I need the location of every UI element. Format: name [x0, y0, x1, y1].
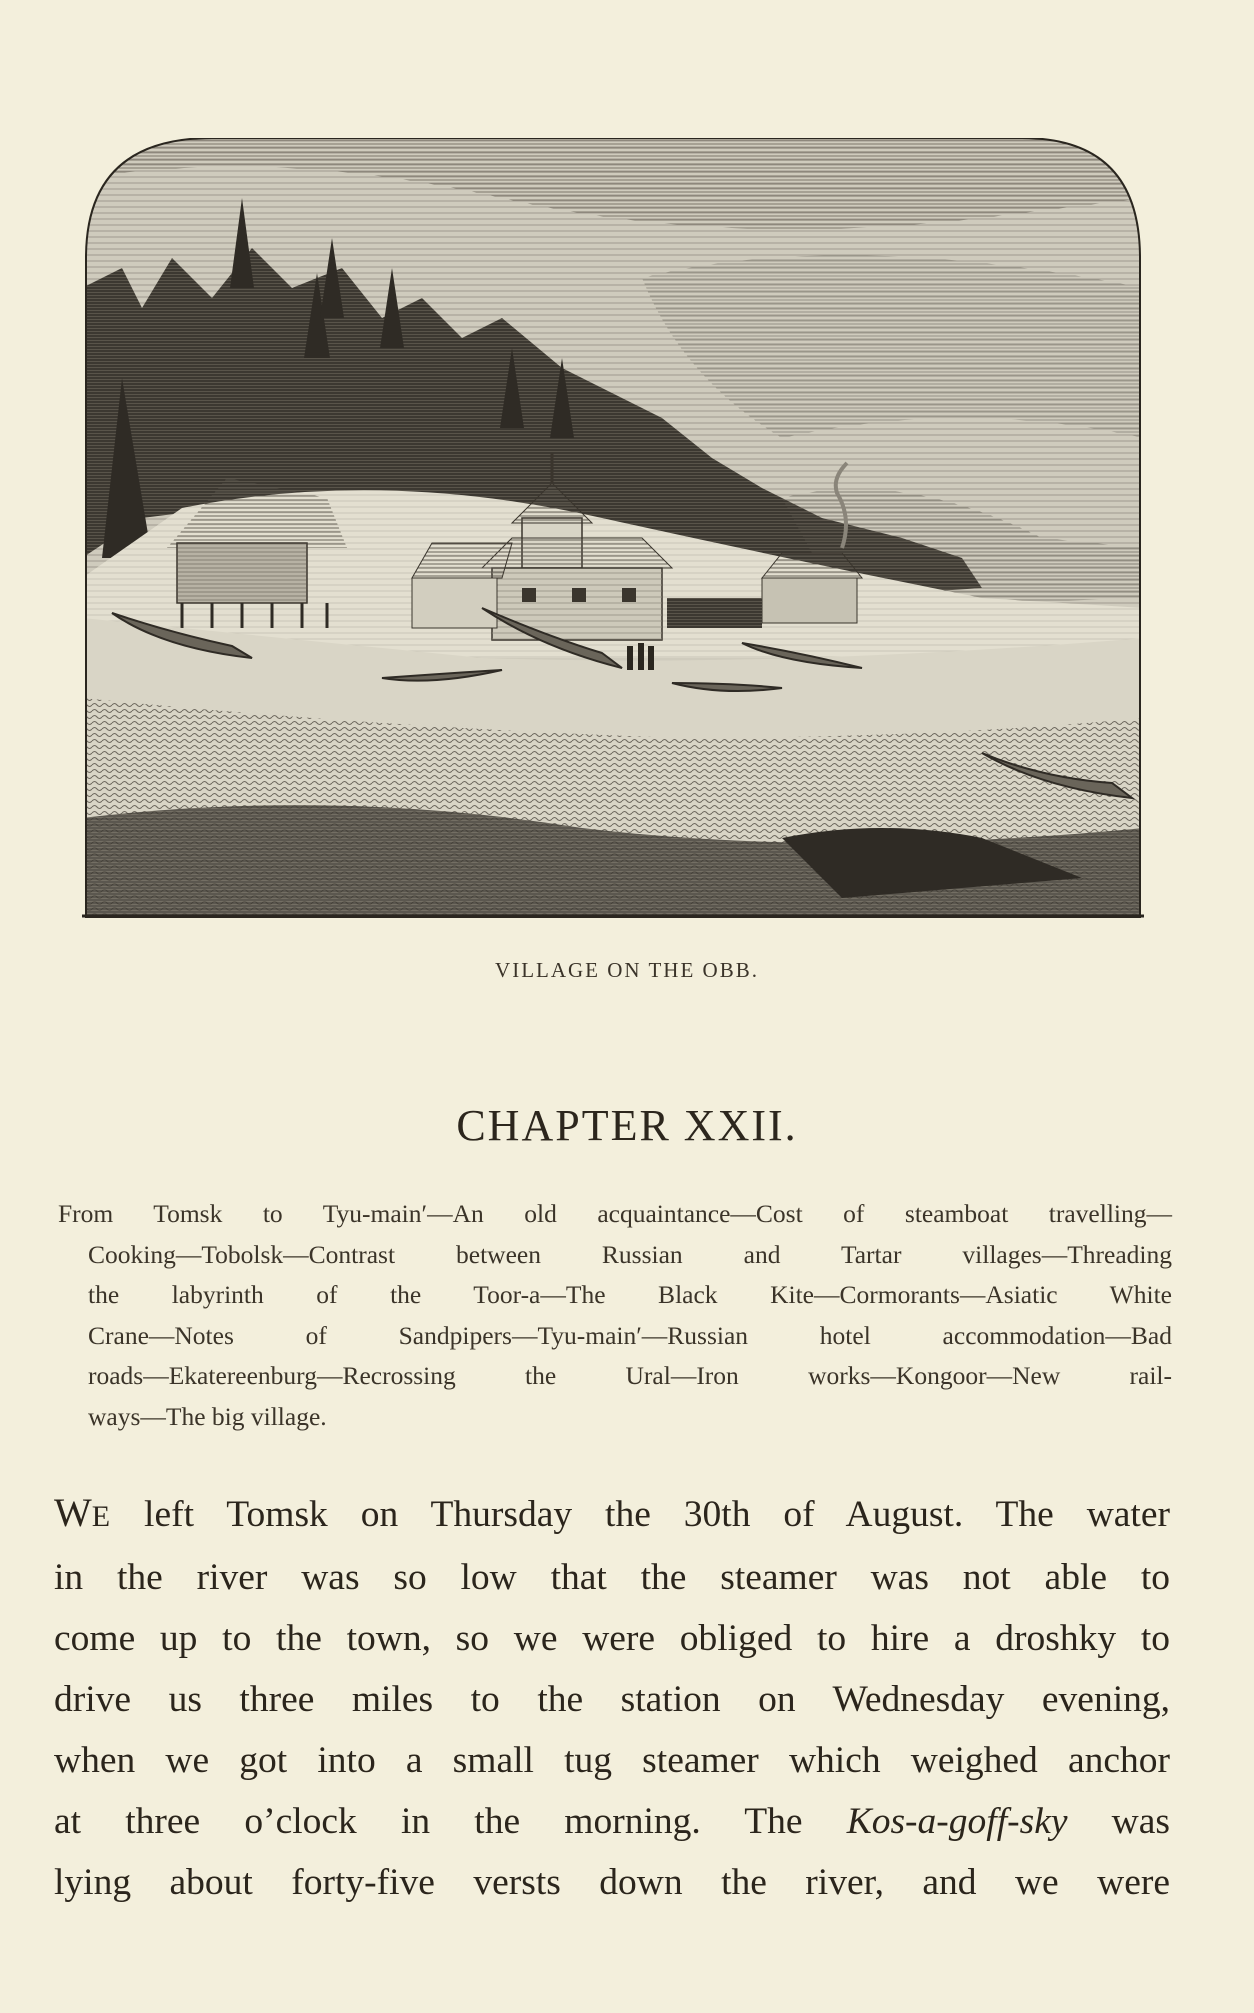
- body-line: drive us three miles to the station on Wednesday evening,: [54, 1679, 1170, 1720]
- village-engraving-illustration: [82, 138, 1144, 918]
- body-line: [54, 1791, 1170, 1852]
- body-line: in the river was so low that the steamer was not able to: [54, 1557, 1170, 1598]
- body-line-text: left Tomsk on Thursday the 30th of August. The water: [111, 1494, 1170, 1535]
- synopsis-line: From Tomsk to Tyu-main′—An old acquaintance—Cost of steamboat travelling—: [58, 1199, 1172, 1228]
- body-line: lying about forty-five versts down the river, and we were: [54, 1862, 1170, 1903]
- body-line: [54, 1482, 1170, 1547]
- synopsis-line: Crane—Notes of Sandpipers—Tyu-main′—Russian hotel accommodation—Bad: [88, 1320, 1172, 1350]
- ship-name: Kos-a-goff-sky: [846, 1801, 1068, 1842]
- synopsis-line: roads—Ekatereenburg—Recrossing the Ural—Iron works—Kongoor—New rail-: [88, 1361, 1172, 1390]
- figure-caption: VILLAGE ON THE OBB.: [495, 958, 759, 982]
- chapter-synopsis: [58, 1194, 1172, 1437]
- synopsis-line: the labyrinth of the Toor-a—The Black Kite—Cormorants—Asiatic White: [88, 1280, 1172, 1309]
- body-line: when we got into a small tug steamer which weighed anchor: [54, 1740, 1170, 1781]
- engraving-svg: [82, 138, 1144, 918]
- opening-capital: W: [54, 1490, 92, 1535]
- synopsis-line: Cooking—Tobolsk—Contrast between Russian and Tartar villages—Threading: [88, 1239, 1172, 1269]
- body-line-text: was: [1067, 1801, 1170, 1842]
- body-line: come up to the town, so we were obliged to hire a droshky to: [54, 1618, 1170, 1659]
- body-line-text: at three o’clock in the morning. The: [54, 1801, 847, 1842]
- chapter-title: CHAPTER XXII.: [456, 1101, 798, 1150]
- opening-small-caps: E: [91, 1500, 112, 1533]
- body-paragraph: [54, 1482, 1170, 1913]
- human-figures-group: [627, 643, 654, 670]
- synopsis-line: ways—The big village.: [88, 1401, 327, 1431]
